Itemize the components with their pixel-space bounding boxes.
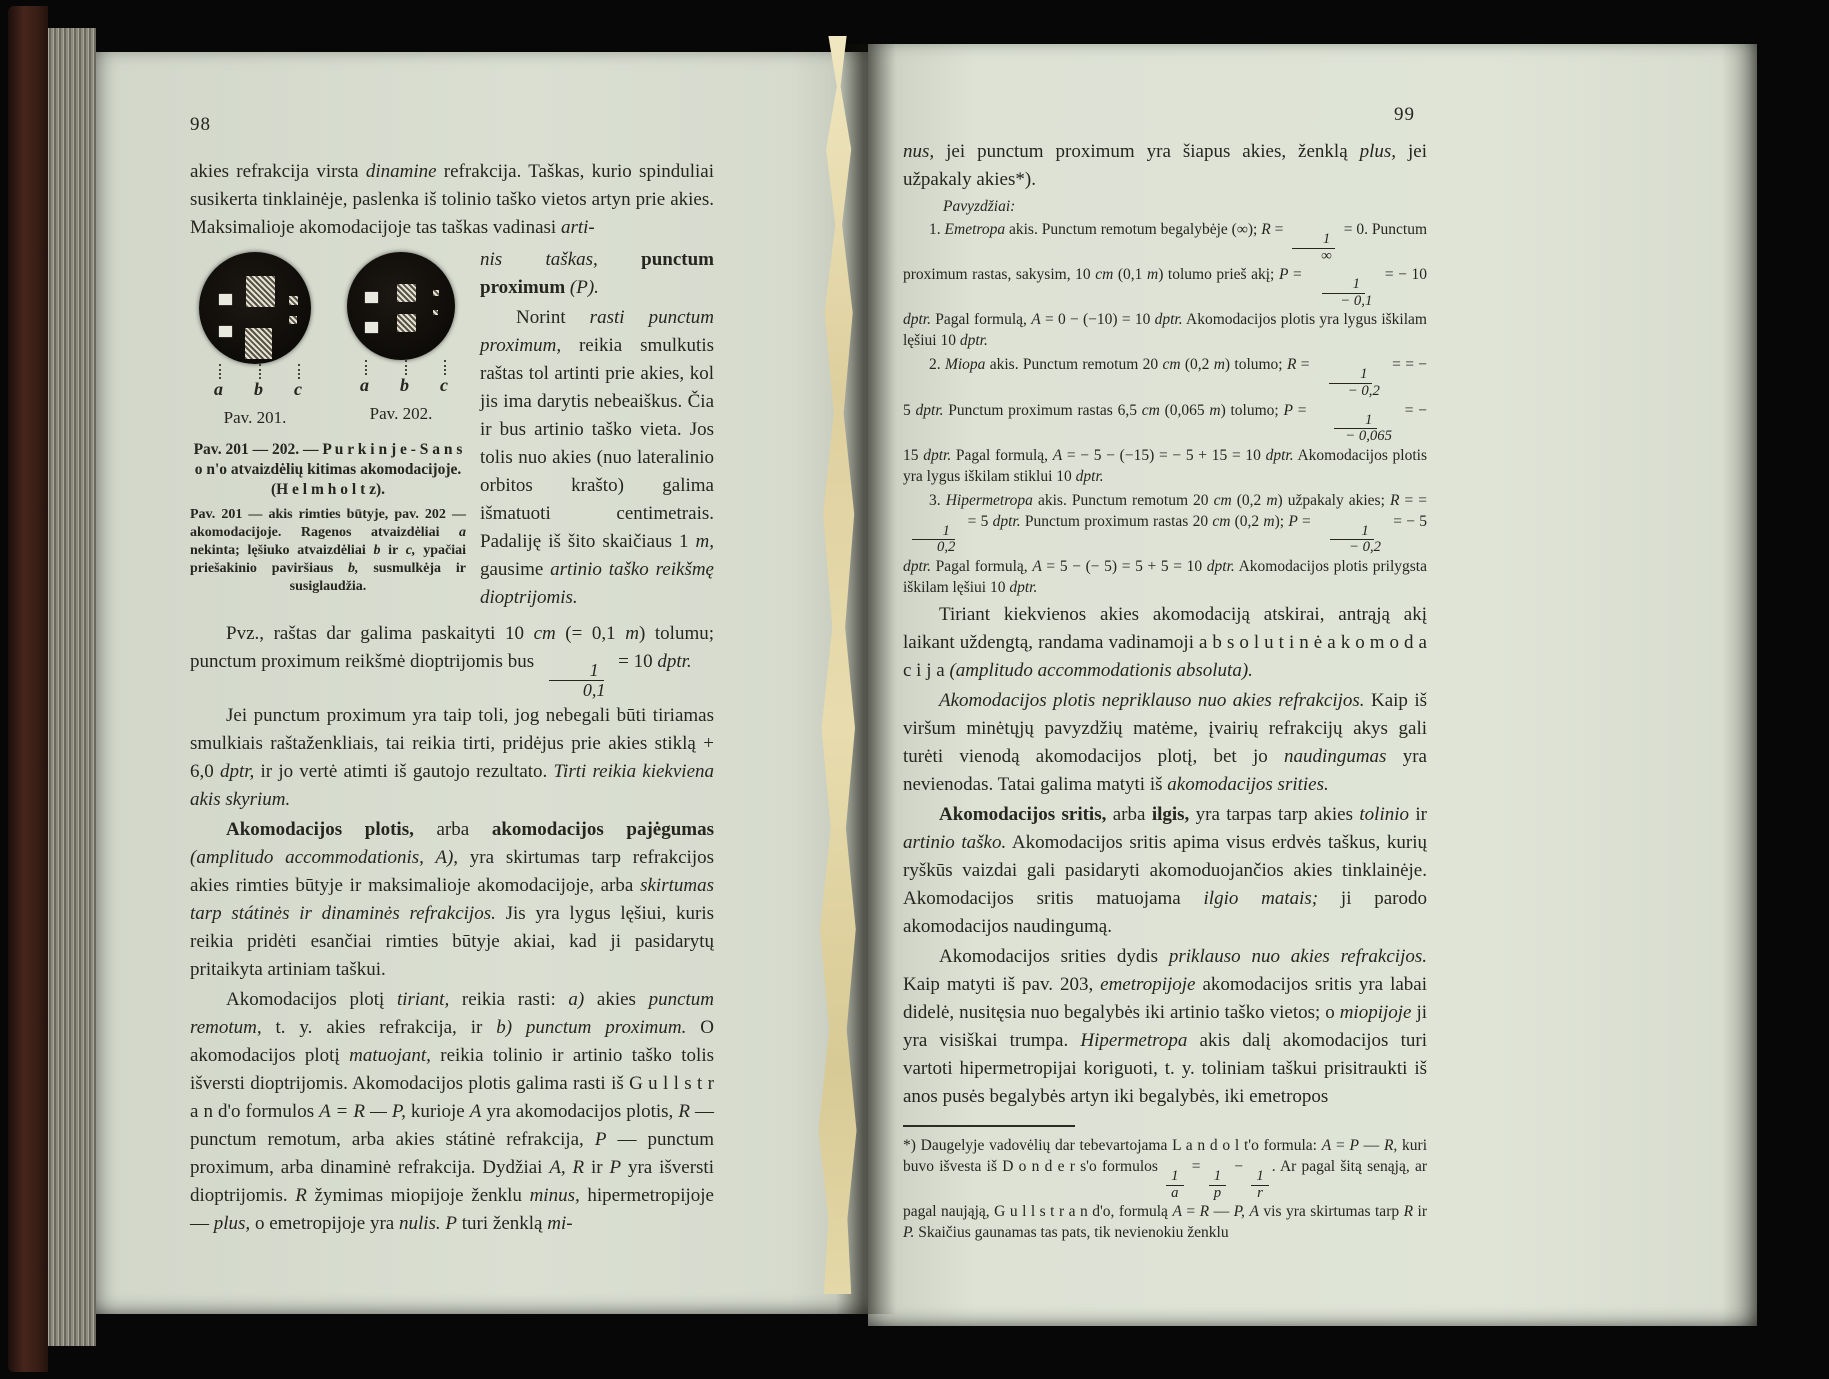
label-c: c [294, 379, 302, 399]
page-number-right: 99 [1394, 104, 1415, 125]
book-cover-spine [8, 6, 48, 1372]
purkinje-reflection-a [365, 292, 378, 303]
label-b: b [400, 375, 409, 395]
footnote-rule [903, 1125, 1075, 1127]
figure-pav-202 [338, 246, 464, 432]
examples-title: Pavyzdžiai: [943, 198, 1016, 215]
figure-block [190, 246, 714, 614]
purkinje-reflection-c [289, 316, 297, 324]
purkinje-reflection-c [289, 296, 298, 305]
label-a: a [360, 375, 369, 395]
paragraph-tiriant-kiekvienos: Tiriant kiekvienos akies akomodaciją atskirai, antrąją akį laikant uždengtą, randama vadinamoji a b s o l u t i n ė a k o m o d a c i j a (amplitudo accommodationis absoluta). [903, 603, 1427, 681]
footnote-landolt: *) Daugelyje vadovėlių dar tebevartojama L a n d o l t'o formula: A = P — R, kuri buvo išvesta iš D o n d e r s'o formulos $\frac{1}{a}$ = $\frac{1}{p}$ − $\frac{1}{r}$ . Ar pagal šitą senąją, ar pagal naująją, G u l l s t r a n d'o, formulą A = R — P, A vis yra skirtumas tarp R ir P. Skaičius gaunamas tas pats, tik nevienokiu ženklu [903, 1136, 1428, 1242]
pav-201-pupil-image [199, 252, 311, 364]
paragraph-akomodacijos-ploti-tiriant: Akomodacijos plotį tiriant, reikia rasti: a) akies punctum remotum, t. y. akies refrakcija, ir b) punctum proximum. O akomodacijos plotį matuojant, reikia tolinio ir artinio taško tolis išversti dioptrijomis. Akomodacijos plotis galima rasti iš G u l l s t r a n d'o formulos A = R — P, kurioje A yra akomodacijos plotis, R — punctum remotum, arba akies státinė refrakcija, P — punctum proximum, arba dinaminė refrakcija. Dydžiai A, R ir P yra išversti dioptrijomis. R žymimas miopijoje ženklu minus, hipermetropijoje — plus, o emetropijoje yra nulis. P turi ženklą mi- [190, 989, 715, 1235]
purkinje-reflection-b [245, 328, 272, 359]
pav-202-letter-labels [338, 376, 464, 394]
pav-201-letter-labels [192, 380, 318, 398]
paragraph-norint-rasti: Norint rasti punctum proximum, reikia smulkutis raštas tol artinti prie akies, kol jis ima darytis nebeaiškus. Čia ir bus artinio taško vieta. Jos tolis nuo akies (nuo lateralinio orbitos krašto) galima išmatuoti centimetrais. Padaliję iš šito skaičiaus 1 m, gausime artinio taško reikšmę dioptrijomis. [480, 307, 715, 608]
pav-202-label: Pav. 202. [369, 404, 433, 423]
figure-caption-detail: Pav. 201 — akis rimties būtyje, pav. 202 — akomodacijoje. Ragenos atvaizdėliai a nekinta; lęšiuko atvaizdėliai b ir c, ypačiai priešakinio paviršiaus b, susmulkėja ir susiglaudžia. [190, 507, 466, 594]
purkinje-reflection-b [397, 314, 416, 332]
figure-side-column [480, 246, 714, 614]
label-b: b [254, 379, 263, 399]
paragraph-punctum-proximum: nis taškas, punctum proximum (P). [480, 249, 714, 298]
figure-images [190, 246, 466, 432]
example-2-miopa: 2. Miopa akis. Punctum remotum 20 cm (0,2 m) tolumo; R = $\frac{1}{- 0,2}$ = = − 5 dptr. Punctum proximum rastas 6,5 cm (0,065 m) tolumo; P = $\frac{1}{- 0,065}$ = − 15 dptr. Pagal formulą, A = − 5 − (−15) = − 5 + 15 = 10 dptr. Akomodacijos plotis yra lygus iškilam stiklui 10 dptr. [903, 356, 1428, 485]
purkinje-reflection-a [365, 322, 378, 333]
paragraph-akomodacijos-plotis: Akomodacijos plotis, arba akomodacijos pajėgumas (amplitudo accommodationis, A), yra skirtumas tarp refrakcijos akies rimties būtyje ir maksimalioje akomodacijoje, arba skirtumas tarp státinės ir dinaminės refrakcijos. Jis yra lygus lęšiui, kuris reikia pridėti esančiai rimties būtyje akiai, kad ji pasidarytų pritaikyta artiniam taškui. [190, 819, 715, 981]
pav-202-pupil-image [347, 252, 455, 360]
label-a: a [214, 379, 223, 399]
paragraph-nus-jei: nus, jei punctum proximum yra šiapus akies, ženklą plus, jei užpakaly akies*). [903, 141, 1427, 190]
purkinje-reflection-a [219, 294, 232, 305]
purkinje-reflection-b [246, 276, 275, 307]
purkinje-reflection-a [219, 326, 232, 337]
paragraph-plotis-nepriklauso: Akomodacijos plotis nepriklauso nuo akies refrakcijos. Kaip iš viršum minėtųjų pavyzdžių matėme, įvairių refrakcijų akys gali turėti vienodą akomodacijos plotį, bet jo naudingumas yra nevienodas. Tatai galima matyti iš akomodacijos srities. [903, 689, 1427, 795]
purkinje-reflection-b [397, 284, 416, 302]
page-number-left: 98 [190, 114, 211, 135]
pav-201-label: Pav. 201. [223, 408, 287, 427]
page-stack-edges [48, 28, 96, 1346]
example-1-emetropa: 1. Emetropa akis. Punctum remotum begalybėje (∞); R = $\frac{1}{\infty}$ = 0. Punctum proximum rastas, sakysim, 10 cm (0,1 m) tolumo prieš akį; P = $\frac{1}{- 0,1}$ = − 10 dptr. Pagal formulą, A = 0 − (−10) = 10 dptr. Akomodacijos plotis yra lygus iškilam lęšiui 10 dptr. [903, 221, 1428, 350]
paragraph-pvz: Pvz., raštas dar galima paskaityti 10 cm (= 0,1 m) tolumu; punctum proximum reikšmė dioptrijomis bus $\frac{1}{0,1}$ = 10 dptr. [190, 623, 715, 701]
paragraph-akomodacijos-sritis: Akomodacijos sritis, arba ilgis, yra tarpas tarp akies tolinio ir artinio taško. Akomodacijos sritis apima visus erdvės taškus, kurių ryškūs vaizdai gali pasidaryti akomoduojančios akies tinklainėje. Akomodacijos sritis matuojama ilgio matais; ji parodo akomodacijos naudingumą. [903, 803, 1428, 937]
paragraph-srities-dydis: Akomodacijos srities dydis priklauso nuo akies refrakcijos. Kaip matyti iš pav. 203, emetropijoje akomodacijos sritis yra labai didelė, nusitęsia nuo begalybės iki artinio taško vietos; o miopijoje ji yra visiškai trumpa. Hipermetropa akis dalį akomodacijos turi vartoti hipermetropijai koriguoti, t. y. toliniam taškui prisitraukti iš anos pusės begalybės artyn iki begalybės, iki emetropos [903, 945, 1428, 1107]
figure-caption: Pav. 201 — 202. — P u r k i n j e - S a n s o n'o atvaizdėlių kitimas akomodacijoje. (H e l m h o l t z). [193, 441, 463, 498]
label-c: c [440, 375, 448, 395]
purkinje-reflection-c [433, 310, 438, 315]
example-3-hipermetropa: 3. Hipermetropa akis. Punctum remotum 20 cm (0,2 m) užpakaly akies; R = = $\frac{1}{0,2}$ = 5 dptr. Punctum proximum rastas 20 cm (0,2 m); P = $\frac{1}{- 0,2}$ = − 5 dptr. Pagal formulą, A = 5 − (− 5) = 5 + 5 = 10 dptr. Akomodacijos plotis prilygsta iškilam lęšiui 10 dptr. [903, 491, 1428, 596]
figure-pav-201-202 [190, 246, 466, 614]
figure-pav-201 [192, 246, 318, 432]
page-left-text [190, 158, 714, 1240]
purkinje-reflection-c [433, 290, 439, 296]
paragraph-refrakcija: akies refrakcija virsta dinamine refrakcija. Taškas, kurio spinduliai susikerta tinklainėje, paslenka iš tolinio taško vietos artyn prie akies. Maksimalioje akomodacijoje tas taškas vadinasi arti- [190, 161, 714, 238]
page-right-text [903, 138, 1427, 1245]
paragraph-jei-punctum: Jei punctum proximum yra taip toli, jog nebegali būti tiriamas smulkiais raštaženkliais, tai reikia tirti, pridėjus prie akies stiklą + 6,0 dptr, ir jo vertė atimti iš gautojo rezultato. Tirti reikia kiekviena akis skyrium. [190, 705, 715, 811]
